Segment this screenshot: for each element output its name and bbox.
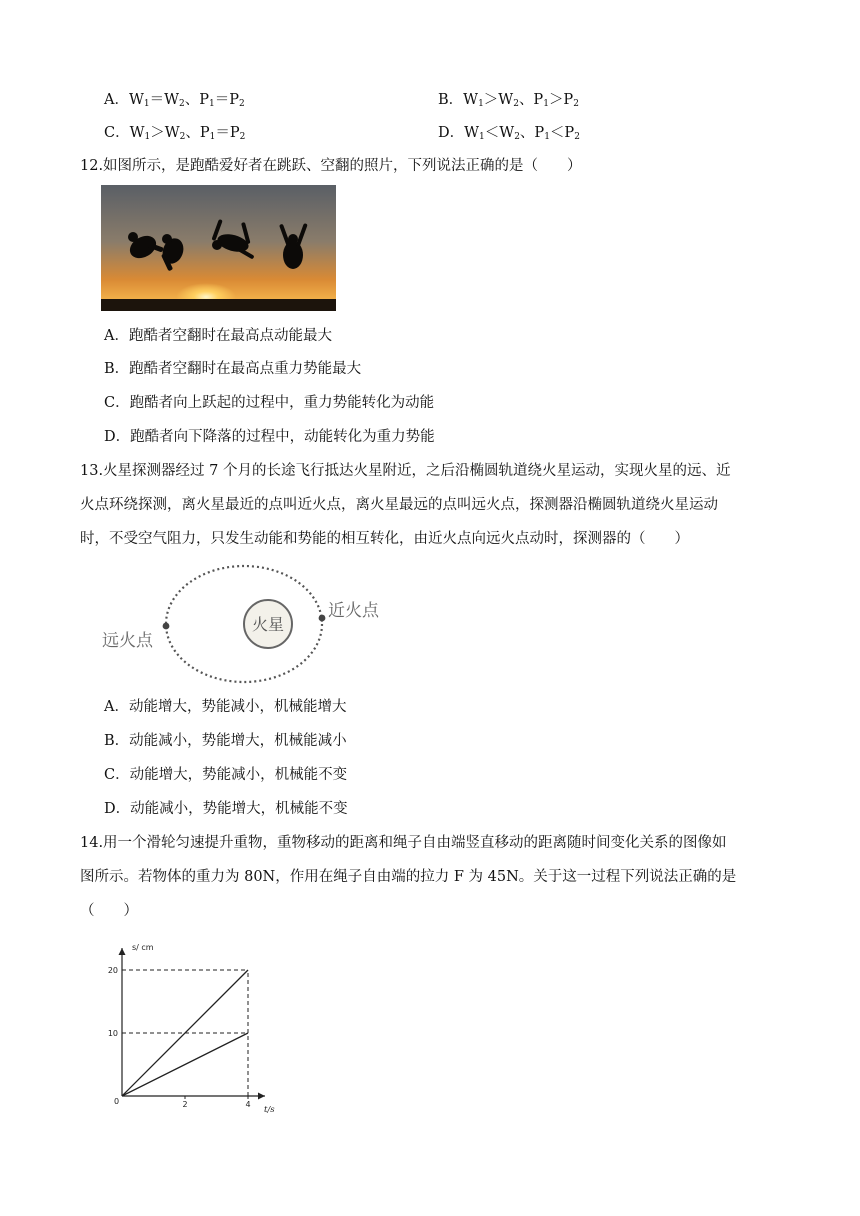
- q11-option-c: C．$W_1>W_2$、$P_1=P_2$: [104, 125, 246, 142]
- q11-option-d: D．$W_1<W_2$、$P_1<P_2$: [438, 125, 580, 142]
- origin-tick-label: 0: [114, 1097, 120, 1106]
- far-point-dot: [163, 623, 170, 630]
- distance-time-graph: [100, 938, 290, 1118]
- q12-option-c: C．跑酷者向上跃起的过程中，重力势能转化为动能: [104, 395, 435, 411]
- mars-label: 火星: [251, 615, 285, 634]
- q14-stem-line-2: 图所示。若物体的重力为 80N，作用在绳子自由端的拉力 F 为 45N。关于这一过程下列说法正确的是: [80, 869, 737, 885]
- near-point-label: 近火点: [328, 601, 379, 621]
- chart-svg: [100, 938, 290, 1118]
- q11-option-a: A．$W_1=W_2$、$P_1=P_2$: [104, 92, 245, 109]
- q11-option-b: B．$W_1>W_2$、$P_1>P_2$: [438, 92, 579, 109]
- near-point-dot: [319, 615, 326, 622]
- q12-option-a: A．跑酷者空翻时在最高点动能最大: [104, 328, 332, 344]
- q13-stem-line-2: 火点环绕探测，离火星最近的点叫近火点，离火星最远的点叫远火点，探测器沿椭圆轨道绕火星运动: [80, 497, 718, 513]
- y-tick-label: 10: [107, 1029, 118, 1038]
- q13-option-d: D．动能减小，势能增大，机械能不变: [104, 801, 348, 817]
- q13-option-c: C．动能增大，势能减小，机械能不变: [104, 767, 348, 783]
- q13-option-a: A．动能增大，势能减小，机械能增大: [104, 699, 347, 715]
- q13-option-b: B．动能减小，势能增大，机械能减小: [104, 733, 347, 749]
- x-tick-label: 4: [245, 1100, 251, 1109]
- q13-stem-line-3: 时，不受空气阻力，只发生动能和势能的相互转化，由近火点向远火点动时，探测器的（ ）: [80, 531, 689, 547]
- series-line-2: [122, 1033, 248, 1096]
- y-axis-label: s/ cm: [132, 943, 154, 952]
- q12-option-b: B．跑酷者空翻时在最高点重力势能最大: [104, 361, 362, 377]
- x-axis-label: t/s: [264, 1105, 275, 1115]
- q13-stem-line-1: 13.火星探测器经过 7 个月的长途飞行抵达火星附近，之后沿椭圆轨道绕火星运动，实现火星的远、近: [80, 463, 731, 479]
- parkour-sunset-image: [101, 185, 336, 311]
- q14-stem-line-1: 14.用一个滑轮匀速提升重物，重物移动的距离和绳子自由端竖直移动的距离随时间变化关系的图像如: [80, 835, 727, 851]
- far-point-label: 远火点: [102, 631, 153, 651]
- parkour-photo: [101, 185, 336, 311]
- q12-option-d: D．跑酷者向下降落的过程中，动能转化为重力势能: [104, 429, 435, 445]
- q14-stem-line-3: （ ）: [80, 903, 138, 919]
- x-tick-label: 2: [182, 1100, 188, 1109]
- mars-orbit-figure: [100, 560, 400, 688]
- y-tick-label: 20: [107, 966, 118, 975]
- q12-stem: 12.如图所示，是跑酷爱好者在跳跃、空翻的照片，下列说法正确的是（ ）: [80, 158, 582, 174]
